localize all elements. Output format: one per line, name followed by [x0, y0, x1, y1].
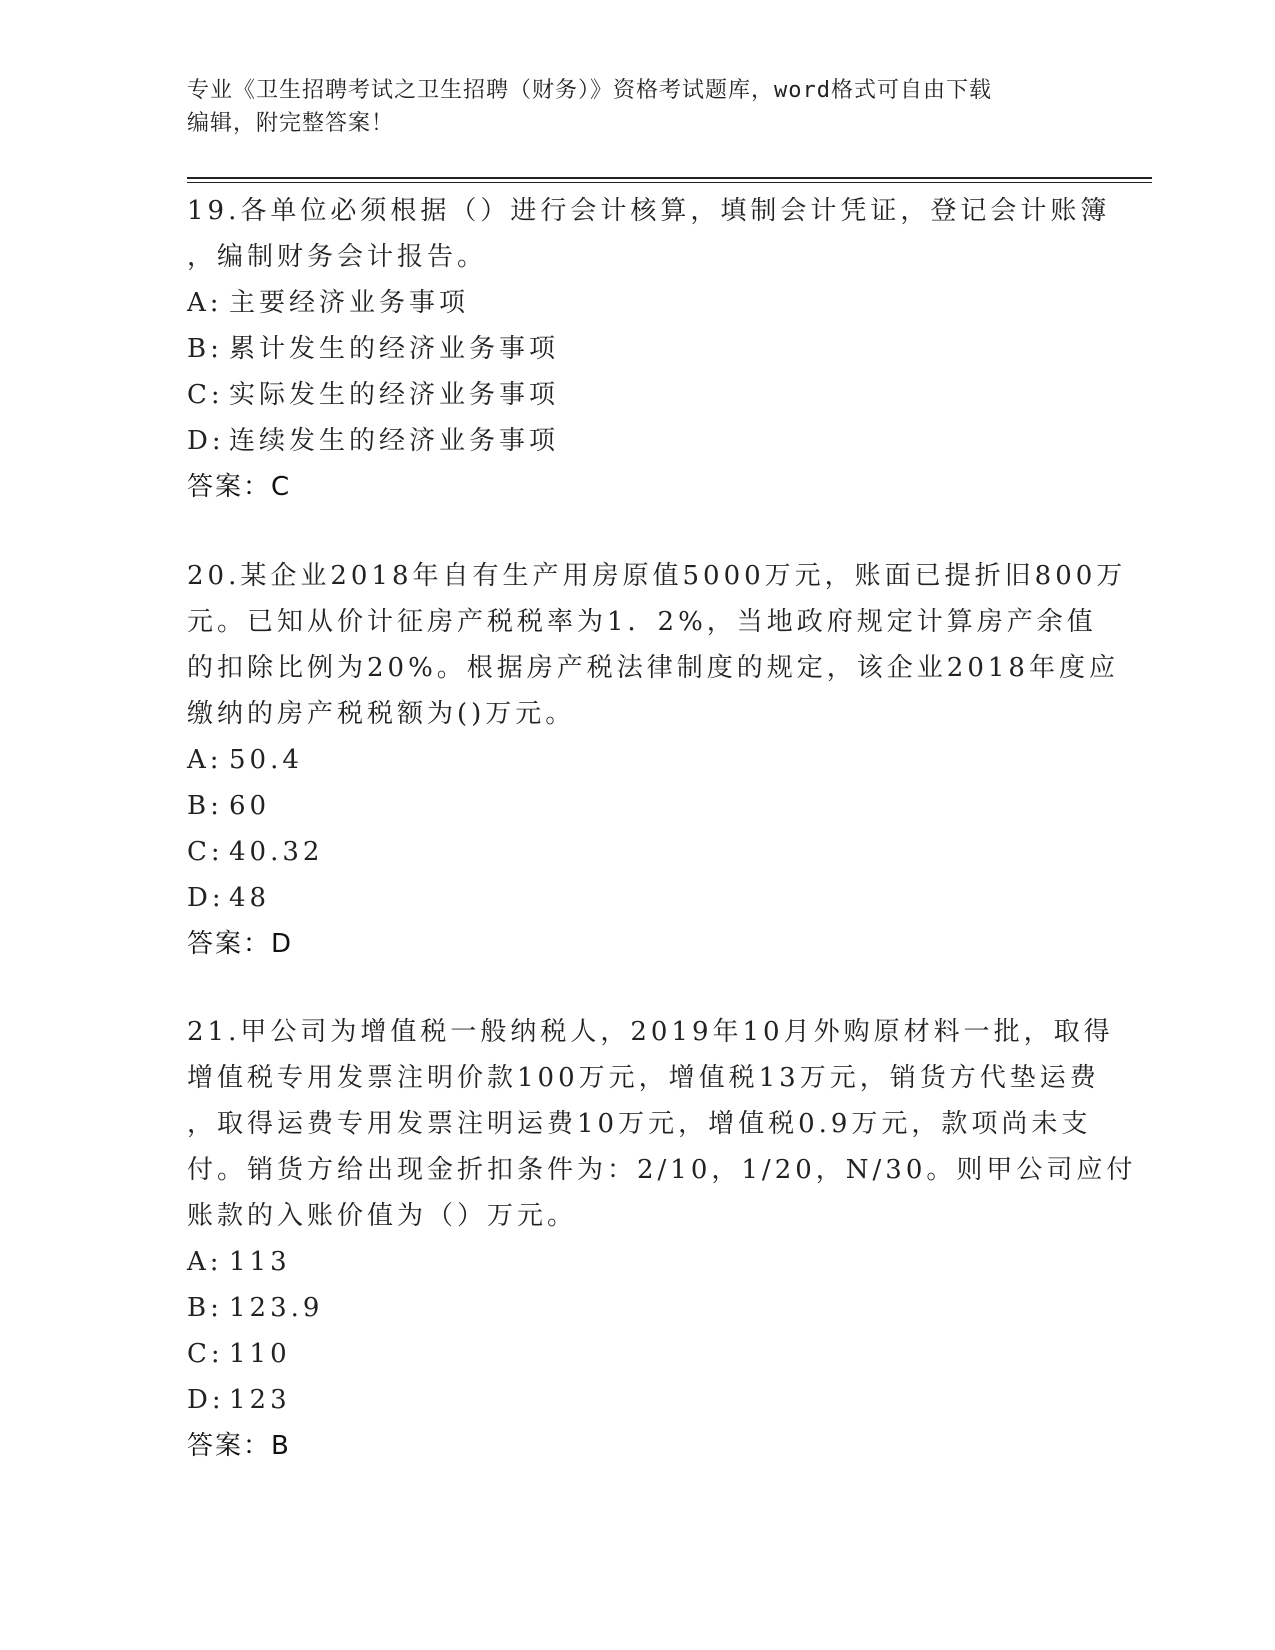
- option-text: 123.9: [229, 1293, 324, 1323]
- option-text: 累计发生的经济业务事项: [229, 334, 560, 364]
- option-text: 60: [229, 791, 271, 821]
- option-letter: C:: [187, 380, 224, 410]
- header-divider-thin: [187, 182, 1152, 183]
- answer-label: 答案：B: [187, 1431, 291, 1461]
- question-19: [187, 188, 1111, 510]
- option-letter: A:: [187, 288, 223, 318]
- option-letter: D:: [187, 1385, 225, 1415]
- option-text: 50.4: [229, 745, 303, 775]
- question-21: [187, 1009, 1137, 1469]
- header-divider-thick: [187, 177, 1152, 179]
- option-b: [187, 1285, 1087, 1331]
- option-a: [187, 1239, 1087, 1285]
- option-d: [187, 418, 1087, 464]
- option-letter: B:: [187, 1293, 223, 1323]
- option-a: [187, 737, 1087, 783]
- header-line-1: 专业《卫生招聘考试之卫生招聘（财务）》资格考试题库，word格式可自由下载: [187, 78, 992, 103]
- question-text-line: 付。销货方给出现金折扣条件为：2/10，1/20，N/30。则甲公司应付: [187, 1155, 1137, 1185]
- option-letter: C:: [187, 837, 224, 867]
- option-text: 123: [229, 1385, 291, 1415]
- question-text-line: 缴纳的房产税税额为()万元。: [187, 699, 576, 729]
- option-text: 48: [229, 883, 271, 913]
- option-letter: B:: [187, 791, 223, 821]
- option-letter: D:: [187, 426, 225, 456]
- option-letter: A:: [187, 745, 223, 775]
- option-d: [187, 1377, 1087, 1423]
- question-text-line: 账款的入账价值为（）万元。: [187, 1201, 578, 1231]
- option-letter: D:: [187, 883, 225, 913]
- question-text-line: 的扣除比例为20%。根据房产税法律制度的规定，该企业2018年度应: [187, 653, 1119, 683]
- option-text: 40.32: [229, 837, 324, 867]
- question-20: [187, 553, 1127, 967]
- answer-label: 答案：C: [187, 472, 292, 502]
- option-text: 连续发生的经济业务事项: [229, 426, 560, 456]
- option-text: 实际发生的经济业务事项: [229, 380, 560, 410]
- option-text: 113: [229, 1247, 291, 1277]
- question-text-line: 元。已知从价计征房产税税率为1．2%，当地政府规定计算房产余值: [187, 607, 1097, 637]
- option-letter: A:: [187, 1247, 223, 1277]
- option-text: 110: [229, 1339, 291, 1369]
- question-text-line: 21.甲公司为增值税一般纳税人，2019年10月外购原材料一批，取得: [187, 1017, 1114, 1047]
- question-text-line: ，取得运费专用发票注明运费10万元，增值税0.9万元，款项尚未支: [187, 1109, 1092, 1139]
- option-c: [187, 1331, 1087, 1377]
- option-b: [187, 783, 1087, 829]
- option-c: [187, 829, 1087, 875]
- question-text-line: 20.某企业2018年自有生产用房原值5000万元，账面已提折旧800万: [187, 561, 1127, 591]
- option-c: [187, 372, 1087, 418]
- answer-label: 答案：D: [187, 929, 294, 959]
- question-text-line: ，编制财务会计报告。: [187, 242, 488, 272]
- question-text-line: 增值税专用发票注明价款100万元，增值税13万元，销货方代垫运费: [187, 1063, 1100, 1093]
- document-header: [187, 74, 1067, 140]
- question-text-line: 19.各单位必须根据（）进行会计核算，填制会计凭证，登记会计账簿: [187, 196, 1111, 226]
- header-line-2: 编辑，附完整答案！: [187, 111, 395, 136]
- option-letter: C:: [187, 1339, 224, 1369]
- option-d: [187, 875, 1087, 921]
- option-letter: B:: [187, 334, 223, 364]
- option-a: [187, 280, 1087, 326]
- option-text: 主要经济业务事项: [229, 288, 470, 318]
- option-b: [187, 326, 1087, 372]
